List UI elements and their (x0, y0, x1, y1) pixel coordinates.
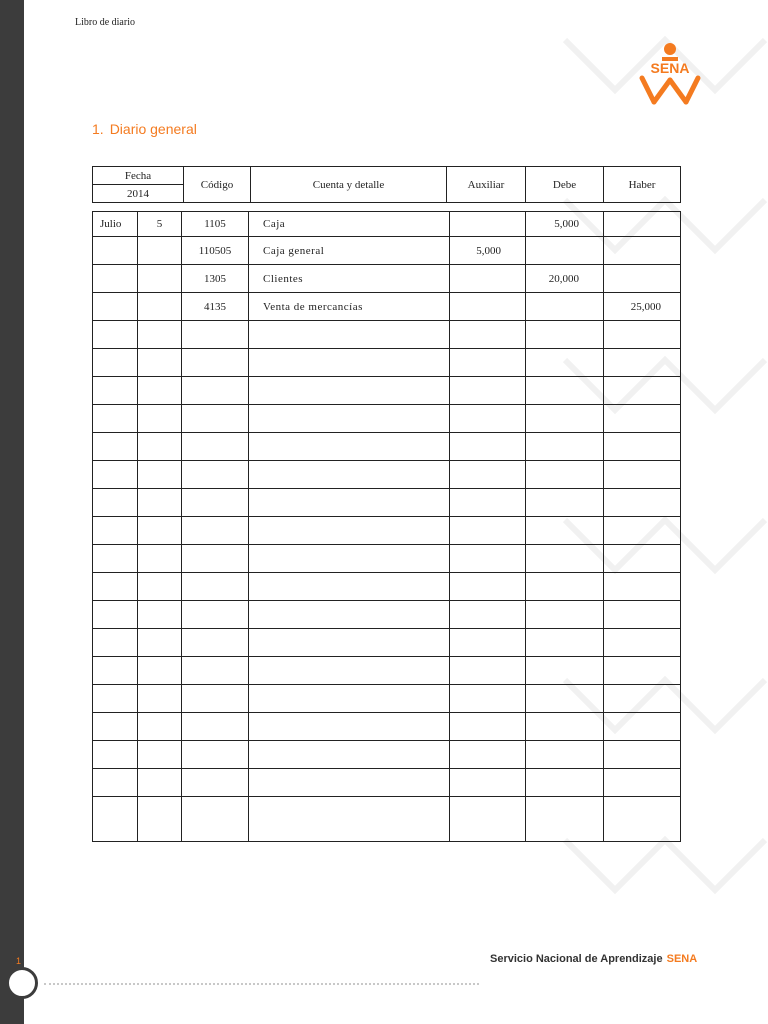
code-cell (182, 741, 249, 769)
debe-cell (526, 685, 604, 713)
table-row (93, 573, 681, 601)
section-title-text: Diario general (109, 121, 197, 137)
page-circle-marker (6, 967, 38, 999)
code-cell (182, 349, 249, 377)
left-sidebar-bar (0, 0, 24, 1024)
haber-cell (604, 489, 681, 517)
code-cell (182, 377, 249, 405)
code-cell (182, 657, 249, 685)
debe-cell (526, 405, 604, 433)
footer-dotted-line (44, 983, 479, 985)
debe-cell (526, 657, 604, 685)
codigo-header: Código (184, 167, 251, 203)
code-cell (182, 713, 249, 741)
account-cell (249, 405, 450, 433)
haber-cell (604, 461, 681, 489)
month-cell: Julio (93, 212, 138, 237)
month-cell (93, 741, 138, 769)
day-cell (138, 741, 182, 769)
month-cell (93, 237, 138, 265)
table-row (93, 545, 681, 573)
account-cell: Caja general (249, 237, 450, 265)
code-cell: 1305 (182, 265, 249, 293)
debe-cell (526, 461, 604, 489)
month-cell (93, 349, 138, 377)
table-row (93, 321, 681, 349)
haber-cell (604, 629, 681, 657)
haber-cell (604, 321, 681, 349)
month-cell (93, 461, 138, 489)
auxiliar-cell (450, 321, 526, 349)
auxiliar-cell (450, 769, 526, 797)
month-cell (93, 377, 138, 405)
account-cell (249, 713, 450, 741)
table-row (93, 433, 681, 461)
haber-cell (604, 377, 681, 405)
day-cell (138, 601, 182, 629)
debe-cell (526, 377, 604, 405)
journal-header-table (92, 166, 681, 203)
sena-logo (636, 40, 704, 108)
month-cell (93, 797, 138, 842)
table-row (93, 685, 681, 713)
haber-cell (604, 433, 681, 461)
auxiliar-cell (450, 573, 526, 601)
table-row (93, 601, 681, 629)
code-cell (182, 489, 249, 517)
auxiliar-cell (450, 629, 526, 657)
month-cell (93, 573, 138, 601)
month-cell (93, 713, 138, 741)
table-row (93, 293, 681, 321)
account-cell (249, 545, 450, 573)
account-cell: Caja (249, 212, 450, 237)
auxiliar-header: Auxiliar (447, 167, 526, 203)
auxiliar-cell (450, 545, 526, 573)
debe-cell (526, 629, 604, 657)
code-cell (182, 405, 249, 433)
day-cell (138, 433, 182, 461)
day-cell (138, 657, 182, 685)
code-cell: 1105 (182, 212, 249, 237)
auxiliar-cell (450, 461, 526, 489)
month-cell (93, 433, 138, 461)
code-cell (182, 545, 249, 573)
table-row (93, 629, 681, 657)
month-cell (93, 293, 138, 321)
table-row (93, 212, 681, 237)
footer-org-name: Servicio Nacional de Aprendizaje (490, 953, 663, 965)
table-row (93, 461, 681, 489)
section-title (92, 121, 197, 137)
account-cell (249, 573, 450, 601)
day-cell (138, 321, 182, 349)
debe-cell (526, 797, 604, 842)
day-cell (138, 489, 182, 517)
account-cell (249, 321, 450, 349)
month-cell (93, 657, 138, 685)
cuenta-header: Cuenta y detalle (251, 167, 447, 203)
code-cell (182, 601, 249, 629)
auxiliar-cell (450, 601, 526, 629)
account-cell (249, 489, 450, 517)
table-row (93, 713, 681, 741)
account-cell (249, 629, 450, 657)
month-cell (93, 517, 138, 545)
auxiliar-cell (450, 517, 526, 545)
haber-cell: 25,000 (604, 293, 681, 321)
account-cell (249, 433, 450, 461)
auxiliar-cell (450, 685, 526, 713)
code-cell: 110505 (182, 237, 249, 265)
haber-cell (604, 713, 681, 741)
day-cell (138, 461, 182, 489)
auxiliar-cell (450, 212, 526, 237)
debe-cell (526, 545, 604, 573)
day-cell (138, 377, 182, 405)
account-cell (249, 741, 450, 769)
haber-cell (604, 349, 681, 377)
day-cell: 5 (138, 212, 182, 237)
page-number: 1 (16, 956, 22, 966)
account-cell (249, 461, 450, 489)
haber-cell (604, 265, 681, 293)
haber-cell (604, 573, 681, 601)
auxiliar-cell (450, 489, 526, 517)
debe-cell (526, 601, 604, 629)
haber-cell (604, 685, 681, 713)
code-cell (182, 573, 249, 601)
month-cell (93, 601, 138, 629)
debe-cell (526, 741, 604, 769)
auxiliar-cell (450, 293, 526, 321)
account-cell (249, 517, 450, 545)
account-cell (249, 601, 450, 629)
account-cell (249, 769, 450, 797)
code-cell (182, 629, 249, 657)
debe-cell (526, 489, 604, 517)
debe-cell (526, 573, 604, 601)
haber-cell (604, 797, 681, 842)
haber-cell (604, 769, 681, 797)
account-cell (249, 657, 450, 685)
day-cell (138, 685, 182, 713)
table-row (93, 741, 681, 769)
auxiliar-cell (450, 741, 526, 769)
code-cell (182, 769, 249, 797)
auxiliar-cell (450, 405, 526, 433)
debe-cell (526, 713, 604, 741)
day-cell (138, 797, 182, 842)
table-row (93, 657, 681, 685)
code-cell (182, 797, 249, 842)
haber-cell (604, 601, 681, 629)
auxiliar-cell (450, 713, 526, 741)
month-cell (93, 769, 138, 797)
day-cell (138, 629, 182, 657)
month-cell (93, 321, 138, 349)
table-row (93, 517, 681, 545)
debe-cell: 5,000 (526, 212, 604, 237)
logo-text: SENA (650, 60, 690, 76)
code-cell (182, 321, 249, 349)
code-cell (182, 433, 249, 461)
auxiliar-cell (450, 349, 526, 377)
haber-cell (604, 657, 681, 685)
debe-cell (526, 517, 604, 545)
day-cell (138, 265, 182, 293)
day-cell (138, 293, 182, 321)
table-row (93, 405, 681, 433)
code-cell (182, 685, 249, 713)
table-row (93, 237, 681, 265)
auxiliar-cell (450, 657, 526, 685)
fecha-header: Fecha (93, 167, 184, 185)
month-cell (93, 685, 138, 713)
table-row (93, 769, 681, 797)
footer-brand: SENA (666, 953, 698, 965)
footer-organization (490, 953, 697, 965)
table-row (93, 489, 681, 517)
auxiliar-cell (450, 377, 526, 405)
table-row (93, 265, 681, 293)
debe-cell (526, 293, 604, 321)
haber-cell (604, 545, 681, 573)
account-cell (249, 349, 450, 377)
month-cell (93, 629, 138, 657)
code-cell: 4135 (182, 293, 249, 321)
haber-cell (604, 741, 681, 769)
account-cell: Venta de mercancías (249, 293, 450, 321)
month-cell (93, 489, 138, 517)
auxiliar-cell (450, 433, 526, 461)
debe-cell: 20,000 (526, 265, 604, 293)
haber-header: Haber (604, 167, 681, 203)
day-cell (138, 545, 182, 573)
account-cell (249, 797, 450, 842)
auxiliar-cell (450, 797, 526, 842)
haber-cell (604, 405, 681, 433)
code-cell (182, 461, 249, 489)
code-cell (182, 517, 249, 545)
haber-cell (604, 237, 681, 265)
account-cell (249, 685, 450, 713)
debe-cell (526, 237, 604, 265)
auxiliar-cell: 5,000 (450, 237, 526, 265)
debe-cell (526, 321, 604, 349)
day-cell (138, 237, 182, 265)
account-cell (249, 377, 450, 405)
month-cell (93, 265, 138, 293)
table-row (93, 349, 681, 377)
debe-cell (526, 433, 604, 461)
auxiliar-cell (450, 265, 526, 293)
day-cell (138, 517, 182, 545)
section-number: 1. (92, 121, 104, 137)
year-header: 2014 (93, 185, 184, 203)
table-row (93, 377, 681, 405)
day-cell (138, 573, 182, 601)
journal-table (92, 211, 681, 842)
debe-cell (526, 349, 604, 377)
debe-header: Debe (526, 167, 604, 203)
debe-cell (526, 769, 604, 797)
account-cell: Clientes (249, 265, 450, 293)
table-row (93, 797, 681, 842)
document-header-label: Libro de diario (75, 17, 135, 28)
month-cell (93, 545, 138, 573)
haber-cell (604, 517, 681, 545)
day-cell (138, 405, 182, 433)
day-cell (138, 349, 182, 377)
day-cell (138, 713, 182, 741)
haber-cell (604, 212, 681, 237)
day-cell (138, 769, 182, 797)
month-cell (93, 405, 138, 433)
